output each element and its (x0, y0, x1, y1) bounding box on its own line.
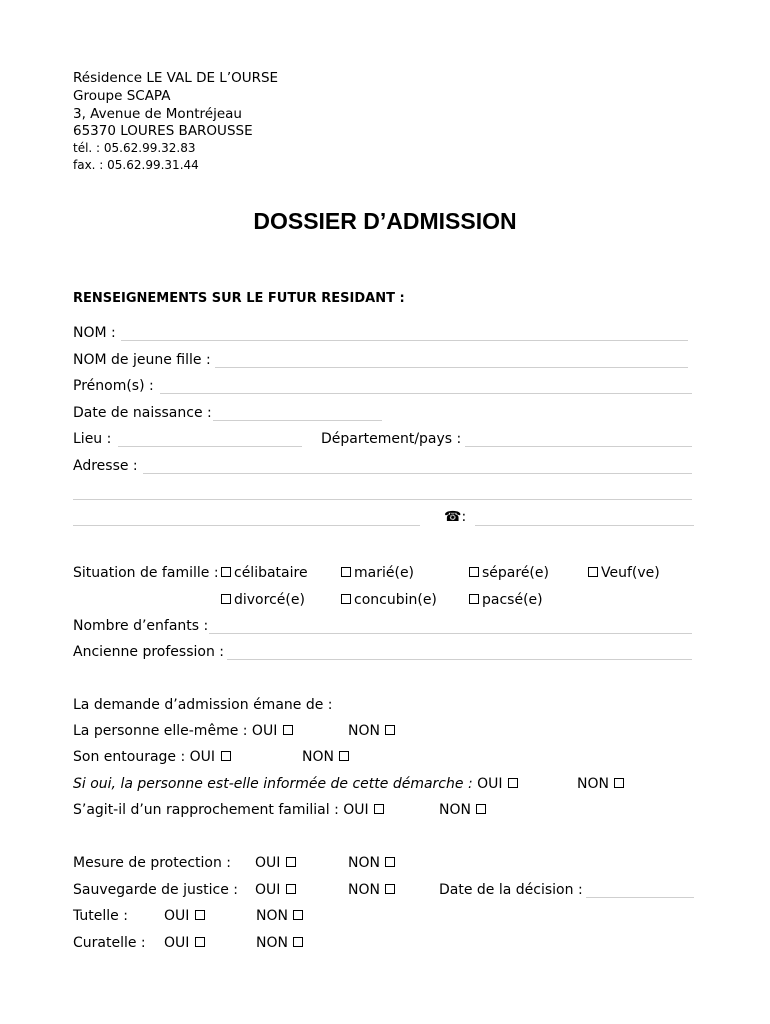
rapprochement-non-option[interactable]: NON (439, 802, 489, 819)
section-heading: RENSEIGNEMENTS SUR LE FUTUR RESIDANT : (73, 291, 405, 306)
address-street: 3, Avenue de Montréjeau (73, 106, 242, 122)
checkbox-icon[interactable] (374, 804, 384, 814)
nombre-enfants-field[interactable] (209, 633, 692, 634)
rapprochement-label: S’agit-il d’un rapprochement familial : OUI (73, 802, 387, 819)
curatelle-non-option[interactable]: NON (256, 935, 306, 952)
nom-jeune-fille-label: NOM de jeune fille : (73, 352, 211, 368)
checkbox-icon[interactable] (293, 910, 303, 920)
departement-label: Département/pays : (321, 431, 462, 447)
entourage-non-option[interactable]: NON (302, 749, 352, 766)
adresse-label: Adresse : (73, 458, 138, 474)
sauvegarde-non-option[interactable]: NON (348, 882, 398, 899)
prenom-field[interactable] (160, 393, 692, 394)
option-veuf[interactable]: Veuf(ve) (587, 565, 660, 582)
checkbox-icon[interactable] (221, 594, 231, 604)
checkbox-icon[interactable] (385, 857, 395, 867)
telephone-field[interactable] (475, 525, 694, 526)
departement-field[interactable] (465, 446, 692, 447)
checkbox-icon[interactable] (341, 594, 351, 604)
tutelle-oui-option[interactable]: OUI (164, 908, 208, 925)
checkbox-icon[interactable] (286, 884, 296, 894)
checkbox-icon[interactable] (588, 567, 598, 577)
ancienne-profession-field[interactable] (227, 659, 692, 660)
checkbox-icon[interactable] (195, 910, 205, 920)
option-celibataire[interactable]: célibataire (220, 565, 308, 582)
lieu-label: Lieu : (73, 431, 112, 447)
option-pacse[interactable]: pacsé(e) (468, 592, 543, 609)
checkbox-icon[interactable] (476, 804, 486, 814)
option-concubin[interactable]: concubin(e) (340, 592, 437, 609)
date-decision-field[interactable] (586, 897, 694, 898)
checkbox-icon[interactable] (339, 751, 349, 761)
adresse-field-2[interactable] (73, 499, 692, 500)
mesure-oui-option[interactable]: OUI (255, 855, 299, 872)
date-naissance-field[interactable] (213, 420, 382, 421)
checkbox-icon[interactable] (614, 778, 624, 788)
group-name: Groupe SCAPA (73, 88, 171, 104)
telephone-icon: ☎: (444, 509, 467, 525)
entourage-label: Son entourage : OUI (73, 749, 234, 766)
adresse-field-1[interactable] (143, 473, 692, 474)
adresse-field-3[interactable] (73, 525, 420, 526)
date-naissance-label: Date de naissance : (73, 405, 212, 421)
nombre-enfants-label: Nombre d’enfants : (73, 618, 209, 634)
checkbox-icon[interactable] (385, 725, 395, 735)
personne-elle-meme-label: La personne elle-même : OUI (73, 723, 296, 740)
telephone-colon: : (461, 509, 467, 525)
informee-non-option[interactable]: NON (577, 776, 627, 793)
checkbox-icon[interactable] (469, 567, 479, 577)
tutelle-label: Tutelle : (73, 908, 128, 924)
prenom-label: Prénom(s) : (73, 378, 154, 394)
residence-name: Résidence LE VAL DE L’OURSE (73, 70, 279, 86)
curatelle-oui-option[interactable]: OUI (164, 935, 208, 952)
checkbox-icon[interactable] (283, 725, 293, 735)
curatelle-label: Curatelle : (73, 935, 146, 951)
sauvegarde-justice-label: Sauvegarde de justice : (73, 882, 239, 898)
telephone-number: tél. : 05.62.99.32.83 (73, 141, 196, 155)
sauvegarde-oui-option[interactable]: OUI (255, 882, 299, 899)
nom-label: NOM : (73, 325, 116, 341)
document-title: DOSSIER D’ADMISSION (253, 208, 517, 234)
situation-famille-label: Situation de famille : (73, 565, 219, 581)
nom-jeune-fille-field[interactable] (215, 367, 688, 368)
checkbox-icon[interactable] (221, 567, 231, 577)
personne-non-option[interactable]: NON (348, 723, 398, 740)
mesure-non-option[interactable]: NON (348, 855, 398, 872)
checkbox-icon[interactable] (508, 778, 518, 788)
checkbox-icon[interactable] (385, 884, 395, 894)
date-decision-label: Date de la décision : (439, 882, 583, 898)
ancienne-profession-label: Ancienne profession : (73, 644, 224, 660)
option-separe[interactable]: séparé(e) (468, 565, 549, 582)
checkbox-icon[interactable] (469, 594, 479, 604)
demande-intro: La demande d’admission émane de : (73, 697, 333, 713)
tutelle-non-option[interactable]: NON (256, 908, 306, 925)
personne-informee-label: Si oui, la personne est-elle informée de cette démarche : OUI (73, 776, 521, 793)
mesure-protection-label: Mesure de protection : (73, 855, 232, 871)
nom-field[interactable] (121, 340, 688, 341)
option-marie[interactable]: marié(e) (340, 565, 414, 582)
checkbox-icon[interactable] (341, 567, 351, 577)
checkbox-icon[interactable] (195, 937, 205, 947)
checkbox-icon[interactable] (293, 937, 303, 947)
lieu-field[interactable] (118, 446, 302, 447)
address-city: 65370 LOURES BAROUSSE (73, 123, 253, 139)
option-divorce[interactable]: divorcé(e) (220, 592, 305, 609)
checkbox-icon[interactable] (286, 857, 296, 867)
checkbox-icon[interactable] (221, 751, 231, 761)
fax-number: fax. : 05.62.99.31.44 (73, 158, 199, 172)
